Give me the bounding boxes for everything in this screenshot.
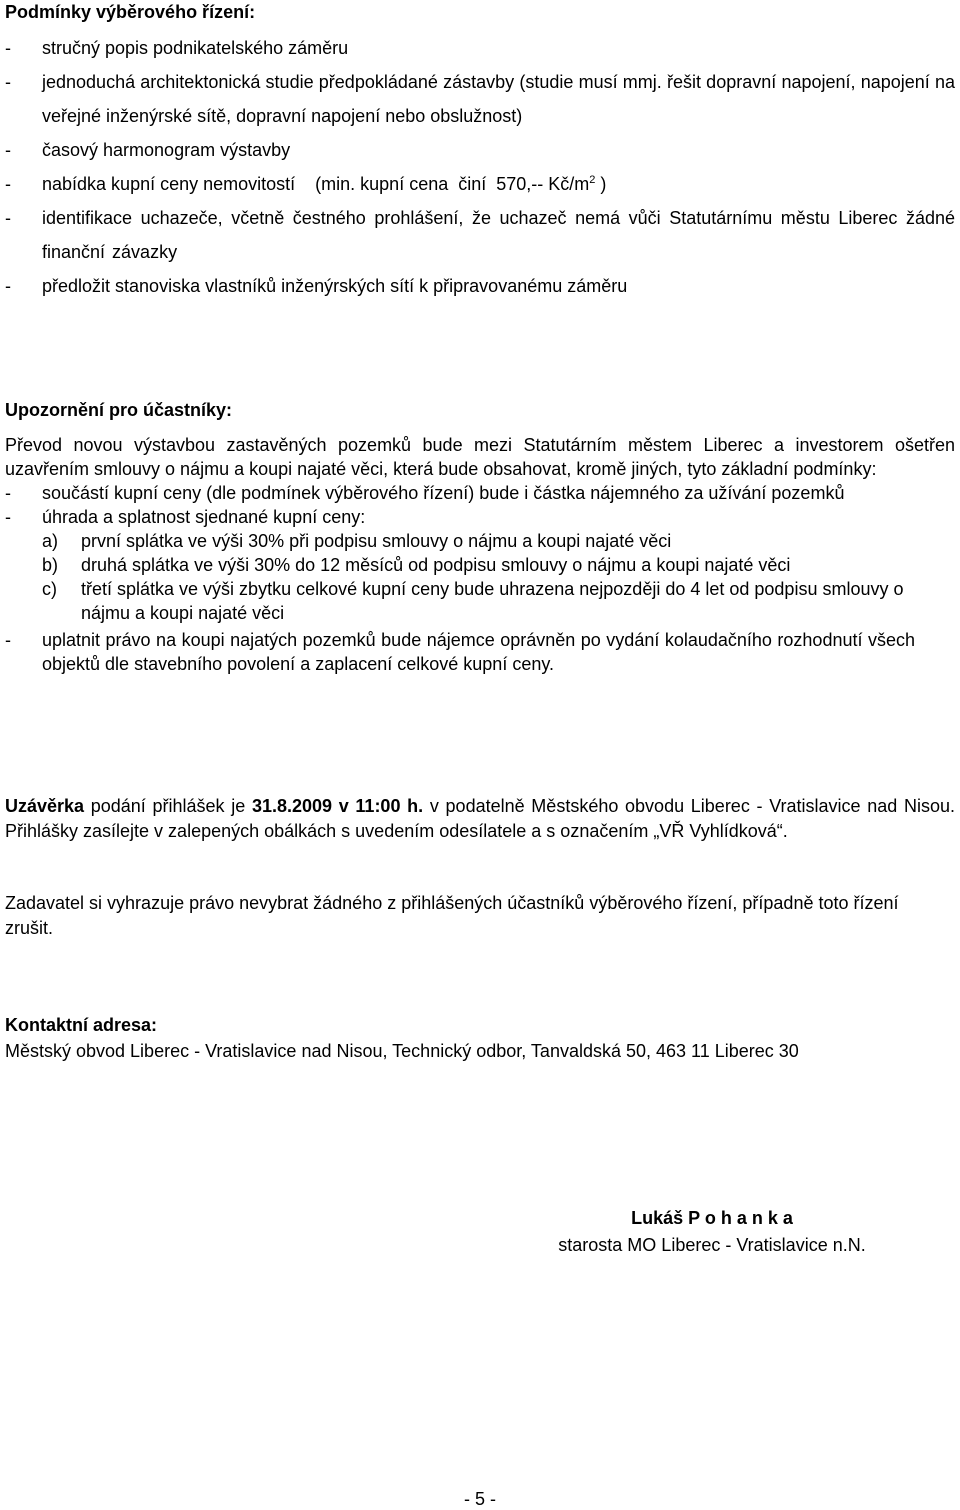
sub-list-item: b) druhá splátka ve výši 30% do 12 měsíců od podpisu smlouvy o nájmu a koupi najaté věci [42,555,791,575]
signatory-name: Lukáš P o h a n k a [631,1208,793,1228]
list-item: - jednoduchá architektonická studie předpokládané zástavby (studie musí mmj. řešit dopravní napojení, napojení na veřejné inženýrské sítě, dopravní napojení nebo obslužnost) [5,72,955,126]
sub-list-item: c) třetí splátka ve výši zbytku celkové kupní ceny bude uhrazena nejpozději do 4 let od podpisu smlouvy o nájmu a koupi najaté věci [42,579,904,623]
contact-section [5,1012,955,1064]
notice-section [5,398,955,676]
signatory-role: starosta MO Liberec - Vratislavice n.N. [558,1235,866,1255]
deadline-label: Uzávěrka [5,796,85,816]
list-item: - stručný popis podnikatelského záměru [5,38,349,58]
contact-address: Městský obvod Liberec - Vratislavice nad Nisou, Technický odbor, Tanvaldská 50, 463 11 Liberec 30 [5,1041,799,1061]
list-item: - předložit stanoviska vlastníků inženýrských sítí k připravovanému záměru [5,276,628,296]
reservation-paragraph: Zadavatel si vyhrazuje právo nevybrat žádného z přihlášených účastníků výběrového řízení, případně toto řízení zrušit. [5,893,899,938]
conditions-section [5,0,955,303]
conditions-heading: Podmínky výběrového řízení: [5,2,256,22]
list-item: - identifikace uchazeče, včetně čestného prohlášení, že uchazeč nemá vůči Statutárnímu městu Liberec žádné finanční závazky [5,208,955,262]
list-item: - nabídka kupní ceny nemovitostí (min. kupní cena činí 570,-- $Kč/m^2$ ) [5,174,607,194]
list-item: - časový harmonogram výstavby [5,140,291,160]
notice-intro: Převod novou výstavbou zastavěných pozemků bude mezi Statutárním městem Liberec a investorem ošetřen uzavřením smlouvy o nájmu a koupi najaté věci, která bude obsahovat, kromě jiných, tyto základní podmínky: [5,435,955,479]
list-item: - úhrada a splatnost sjednané kupní ceny: [5,507,366,527]
sub-list-item: a) první splátka ve výši 30% při podpisu smlouvy o nájmu a koupi najaté věci [42,531,672,551]
page-number: - 5 - [463,1489,496,1509]
notice-heading: Upozornění pro účastníky: [5,400,233,420]
deadline-datetime: 31.8.2009 v 11:00 h. [251,796,424,816]
contact-heading: Kontaktní adresa: [5,1015,158,1035]
deadline-paragraph: Uzávěrka podání přihlášek je 31.8.2009 v 11:00 h. v podatelně Městského obvodu Liberec - Vratislavice nad Nisou. Přihlášky zasílejte v zalepených obálkách s uvedením odesílatele a s označením „VŘ Vyhlídková“. [5,796,955,841]
list-item: - součástí kupní ceny (dle podmínek výběrového řízení) bude i částka nájemného za užívání pozemků [5,483,845,503]
list-item: - uplatnit právo na koupi najatých pozemků bude nájemce oprávněn po vydání kolaudačního rozhodnutí všech objektů dle stavebního povolení a zaplacení celkové kupní ceny. [5,630,915,674]
price-text: nabídka kupní ceny nemovitostí (min. kupní cena činí 570,-- Kč/m [42,174,590,194]
price-superscript: 2 [589,174,596,186]
